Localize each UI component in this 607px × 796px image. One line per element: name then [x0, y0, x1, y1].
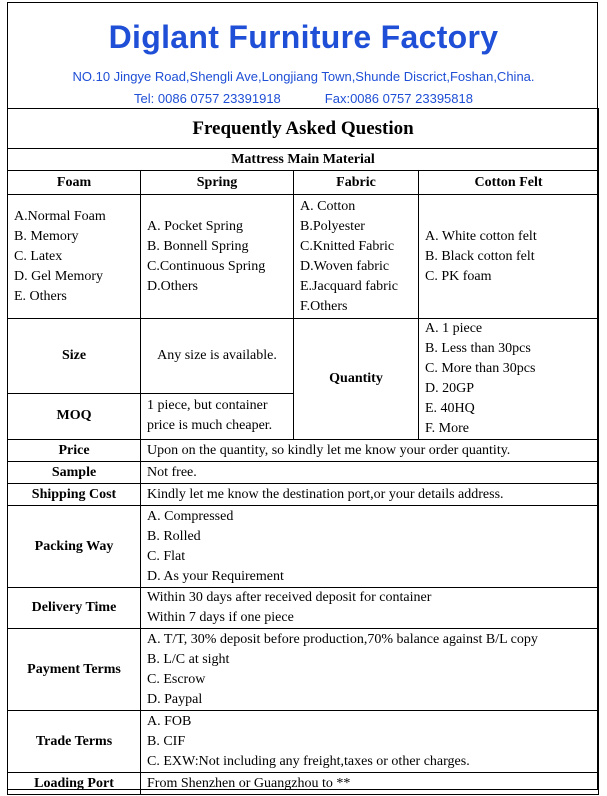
material-row: [8, 195, 599, 319]
list-item: A. FOB: [147, 713, 192, 729]
shipping-row: [8, 484, 599, 506]
list-item: C. Latex: [14, 248, 63, 264]
list-item: A. Compressed: [147, 508, 234, 524]
shipping-label: Shipping Cost: [8, 484, 141, 506]
quantity-label: Quantity: [294, 319, 419, 440]
list-item: C. EXW:Not including any freight,taxes or other charges.: [147, 753, 470, 769]
company-address: NO.10 Jingye Road,Shengli Ave,Longjiang Town,Shunde Discrict,Foshan,China.: [72, 69, 535, 84]
title-row: [8, 109, 599, 149]
contact-line: [8, 91, 599, 106]
size-row: [8, 319, 599, 394]
price-value: Upon on the quantity, so kindly let me know your order quantity.: [141, 440, 599, 462]
loading-label: Loading Port: [8, 773, 141, 795]
list-item: B. CIF: [147, 733, 186, 749]
list-item: F. More: [425, 421, 469, 436]
list-item: D.Others: [147, 278, 198, 294]
list-item: B. Less than 30pcs: [425, 341, 531, 356]
list-item: A. 1 piece: [425, 321, 483, 336]
list-item: B. Rolled: [147, 528, 201, 544]
fax: Fax:0086 0757 23395818: [324, 91, 473, 106]
packing-label: Packing Way: [8, 506, 141, 588]
payment-options: [141, 629, 599, 711]
moq-value: [141, 393, 294, 439]
telephone: Tel: 0086 0757 23391918: [134, 91, 281, 106]
list-item: D. As your Requirement: [147, 568, 284, 584]
sample-row: [8, 462, 599, 484]
column-header-row: [8, 171, 599, 195]
packing-options: [141, 506, 599, 588]
column-header-foam: Foam: [8, 171, 141, 195]
fabric-options: [294, 195, 419, 319]
list-item: B. Memory: [14, 228, 79, 244]
list-item: A. Pocket Spring: [147, 218, 244, 234]
list-item: B. L/C at sight: [147, 651, 230, 667]
list-item: C. Flat: [147, 548, 186, 564]
faq-table: [7, 108, 599, 795]
loading-row: [8, 773, 599, 795]
delivery-row: [8, 588, 599, 629]
list-item: D. Paypal: [147, 691, 203, 707]
column-header-spring: Spring: [141, 171, 294, 195]
sample-value: Not free.: [141, 462, 599, 484]
payment-label: Payment Terms: [8, 629, 141, 711]
trade-options: [141, 711, 599, 773]
payment-row: [8, 629, 599, 711]
delivery-label: Delivery Time: [8, 588, 141, 629]
list-item: E. Others: [14, 288, 67, 304]
sample-label: Sample: [8, 462, 141, 484]
moq-label: MOQ: [8, 393, 141, 439]
list-item: Within 30 days after received deposit for container: [147, 590, 432, 605]
packing-row: [8, 506, 599, 588]
column-header-fabric: Fabric: [294, 171, 419, 195]
section-row: [8, 149, 599, 171]
list-item: A. Cotton: [300, 198, 356, 214]
delivery-value: [141, 588, 599, 629]
list-item: C. PK foam: [425, 268, 492, 284]
list-item: C. Escrow: [147, 671, 206, 687]
list-item: B. Black cotton felt: [425, 248, 535, 264]
shipping-value: Kindly let me know the destination port,or your details address.: [141, 484, 599, 506]
company-name: Diglant Furniture Factory: [108, 19, 499, 55]
list-item: A.Normal Foam: [14, 208, 106, 224]
size-value: Any size is available.: [141, 319, 294, 394]
faq-title: Frequently Asked Question: [8, 109, 599, 149]
cotton-felt-options: [419, 195, 599, 319]
trade-label: Trade Terms: [8, 711, 141, 773]
list-item: E. 40HQ: [425, 401, 475, 416]
list-item: D.Woven fabric: [300, 258, 390, 274]
list-item: C.Knitted Fabric: [300, 238, 395, 254]
list-item: C.Continuous Spring: [147, 258, 266, 274]
moq-line: price is much cheaper.: [147, 418, 273, 434]
list-item: E.Jacquard fabric: [300, 278, 398, 294]
list-item: A. White cotton felt: [425, 228, 537, 244]
list-item: Within 7 days if one piece: [147, 610, 294, 625]
list-item: D. 20GP: [425, 381, 475, 396]
loading-value: From Shenzhen or Guangzhou to **: [141, 773, 599, 795]
trade-row: [8, 711, 599, 773]
column-header-cotton-felt: Cotton Felt: [419, 171, 599, 195]
list-item: F.Others: [300, 298, 348, 314]
list-item: B. Bonnell Spring: [147, 238, 249, 254]
quantity-options: [419, 319, 599, 440]
size-label: Size: [8, 319, 141, 394]
section-title: Mattress Main Material: [8, 149, 599, 171]
list-item: A. T/T, 30% deposit before production,70% balance against B/L copy: [147, 631, 538, 647]
list-item: D. Gel Memory: [14, 268, 104, 284]
price-row: [8, 440, 599, 462]
list-item: B.Polyester: [300, 218, 365, 234]
moq-line: 1 piece, but container: [147, 398, 268, 414]
price-label: Price: [8, 440, 141, 462]
list-item: C. More than 30pcs: [425, 361, 536, 376]
spring-options: [141, 195, 294, 319]
foam-options: [8, 195, 141, 319]
